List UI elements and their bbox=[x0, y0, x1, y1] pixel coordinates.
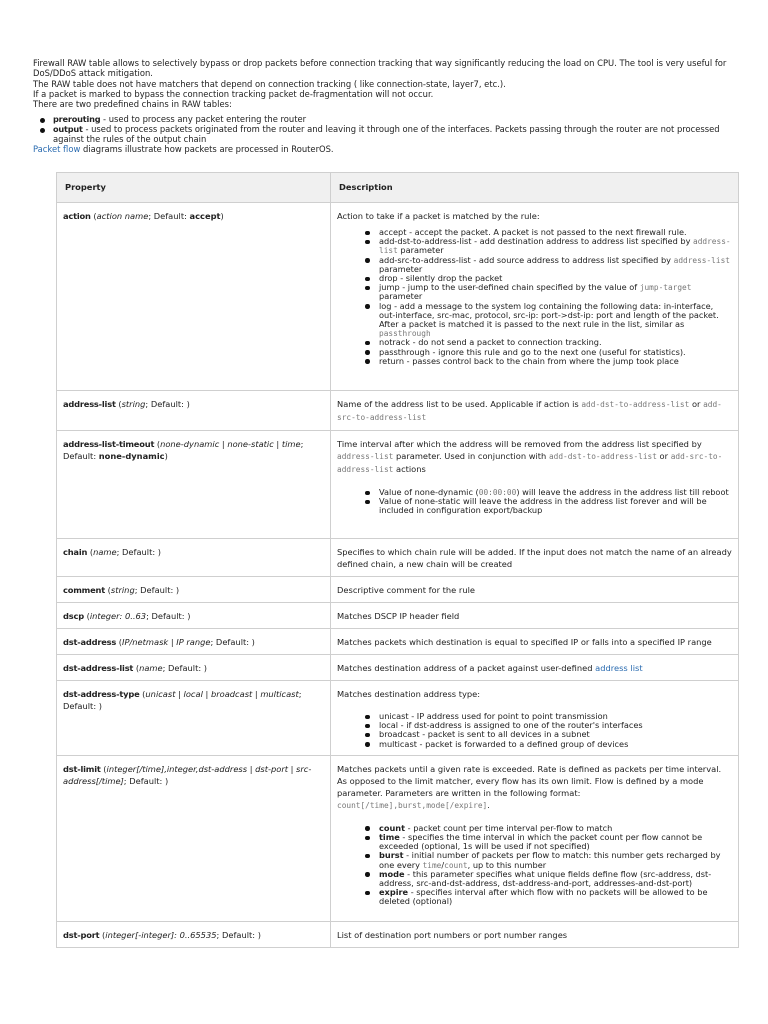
description-cell: Matches destination address type: unicast - IP address used for point to point transmission local - if dst-address is assigned to one of the router's interfaces broadcast - packet is sent to all devices in a subnet multicast - packet is forwarded to a defined group of devices bbox=[331, 681, 739, 756]
property-default: accept bbox=[189, 211, 221, 221]
list-item: multicast - packet is forwarded to a defined group of devices bbox=[337, 740, 732, 749]
description-cell: Name of the address list to be used. Applicable if action is add-dst-to-address-list or add-src-to-address-list bbox=[331, 391, 739, 431]
property-type: IP/netmask | IP range bbox=[122, 637, 211, 647]
list-item: notrack - do not send a packet to connection tracking. bbox=[337, 338, 732, 347]
property-type: integer[/time],integer,dst-address | dst-port | src-address[/time] bbox=[63, 763, 312, 786]
chain-item-output bbox=[33, 125, 738, 144]
list-item: accept - accept the packet. A packet is not passed to the next firewall rule. bbox=[337, 228, 732, 237]
property-type: unicast | local | broadcast | multicast bbox=[145, 689, 299, 699]
property-cell: dst-address (IP/netmask | IP range; Default: ) bbox=[57, 629, 331, 655]
property-name: comment bbox=[63, 585, 106, 595]
table-row bbox=[57, 391, 739, 431]
list-item: passthrough - ignore this rule and go to the next one (useful for statistics). bbox=[337, 348, 732, 357]
property-cell: comment (string; Default: ) bbox=[57, 577, 331, 603]
table-row bbox=[57, 577, 739, 603]
list-item: unicast - IP address used for point to point transmission bbox=[337, 712, 732, 721]
property-type: name bbox=[139, 663, 163, 673]
property-name: address-list bbox=[63, 399, 116, 409]
property-cell: dst-port (integer[-integer]: 0..65535; Default: ) bbox=[57, 921, 331, 947]
list-item: add-src-to-address-list - add source address to address list specified by address-list parameter bbox=[337, 256, 732, 274]
packet-flow-text: diagrams illustrate how packets are processed in RouterOS. bbox=[80, 144, 334, 155]
description-cell: Time interval after which the address will be removed from the address list specified by address-list parameter. Used in conjunction with add-dst-to-address-list or add-src-to-address-list actions Value of none-dynamic (00:00:00) will leave the address in the address list till reboot Value of none-static will leave the address in the address list forever and will be included in configuration export/backup bbox=[331, 431, 739, 539]
action-options-list bbox=[337, 228, 732, 366]
property-name: dst-address-list bbox=[63, 663, 134, 673]
chain-list bbox=[33, 115, 738, 144]
property-name: dst-port bbox=[63, 929, 100, 940]
packet-flow-paragraph bbox=[33, 144, 738, 154]
intro-section bbox=[33, 58, 738, 155]
header-property: Property bbox=[57, 173, 331, 203]
list-item: jump - jump to the user-defined chain specified by the value of jump-target parameter bbox=[337, 283, 732, 301]
property-name: address-list-timeout bbox=[63, 439, 155, 449]
property-cell: address-list (string; Default: ) bbox=[57, 391, 331, 431]
list-item: add-dst-to-address-list - add destination address to address list specified by address-list parameter bbox=[337, 237, 732, 255]
description-cell: Matches packets which destination is equal to specified IP or falls into a specified IP range bbox=[331, 629, 739, 655]
timeout-options-list bbox=[337, 488, 732, 516]
intro-paragraph-4: There are two predefined chains in RAW tables: bbox=[33, 99, 232, 110]
property-type: integer: 0..63 bbox=[89, 611, 147, 621]
description-cell: Matches DSCP IP header field bbox=[331, 603, 739, 629]
property-name: dst-address-type bbox=[63, 689, 140, 699]
chain-name: prerouting bbox=[53, 114, 101, 125]
intro-paragraph-2: The RAW table does not have matchers that depend on connection tracking ( like connection-state, layer7, etc.). bbox=[33, 78, 506, 89]
table-row bbox=[57, 921, 739, 947]
table-row bbox=[57, 539, 739, 577]
intro-paragraph-1: Firewall RAW table allows to selectively bypass or drop packets before connection tracking that way significantly reducing the load on CPU. The tool is very useful for DoS/DDoS attack mitigation. bbox=[33, 58, 727, 79]
chain-desc: - used to process any packet entering the router bbox=[100, 114, 307, 125]
list-item: expire - specifies interval after which flow with no packets will be allowed to be deleted (optional) bbox=[337, 888, 732, 906]
description-cell: Descriptive comment for the rule bbox=[331, 577, 739, 603]
table-row bbox=[57, 655, 739, 681]
property-name: chain bbox=[63, 547, 88, 557]
property-name: action bbox=[63, 211, 91, 221]
chain-name: output bbox=[53, 124, 83, 135]
list-item: Value of none-static will leave the address in the address list forever and will be included in configuration export/backup bbox=[337, 497, 732, 515]
address-type-options-list bbox=[337, 712, 732, 749]
property-type: string bbox=[110, 585, 135, 595]
property-cell: action (action name; Default: accept) bbox=[57, 203, 331, 391]
property-type: action name bbox=[96, 211, 149, 221]
property-name: dst-address bbox=[63, 637, 117, 647]
property-cell: dst-address-list (name; Default: ) bbox=[57, 655, 331, 681]
packet-flow-link[interactable]: Packet flow bbox=[33, 144, 81, 155]
table-row bbox=[57, 431, 739, 539]
list-item: log - add a message to the system log containing the following data: in-interface, out-interface, src-mac, protocol, src-ip: port->dst-ip: port and length of the packet. After a packet is matched it is passed to the next rule in the list, similar as passthrough bbox=[337, 302, 732, 339]
description-cell: Matches packets until a given rate is exceeded. Rate is defined as packets per time interval. As opposed to the limit matcher, every flow has its own limit. Flow is defined by a mode parameter. Parameters are written in the following format: count[/time],burst,mode[/expire]. count - packet count per time interval per-flow to match time - specifies the time interval in which the packet count per flow cannot be exceeded (optional, 1s will be used if not specified) burst - initial number of packets per flow to match: this number gets recharged by one every time/count, up to this number mode - this parameter specifies what unique fields define flow (src-address, dst-address, src-and-dst-address, dst-address-and-port, addresses-and-dst-port) expire - specifies interval after which flow with no packets will be allowed to be deleted (optional) bbox=[331, 755, 739, 921]
list-item: local - if dst-address is assigned to one of the router's interfaces bbox=[337, 721, 732, 730]
list-item: drop - silently drop the packet bbox=[337, 274, 732, 283]
property-type: none-dynamic | none-static | time bbox=[160, 439, 301, 449]
dst-limit-options-list bbox=[337, 824, 732, 907]
table-row bbox=[57, 681, 739, 756]
header-description: Description bbox=[331, 173, 739, 203]
description-cell: Matches destination address of a packet against user-defined address list bbox=[331, 655, 739, 681]
property-default: none-dynamic bbox=[98, 451, 165, 461]
property-cell: dscp (integer: 0..63; Default: ) bbox=[57, 603, 331, 629]
table-row bbox=[57, 755, 739, 921]
chain-desc: - used to process packets originated from the router and leaving it through one of the interfaces. Packets passing through the router are not processed against the rules of the output chain bbox=[53, 124, 720, 144]
list-item: burst - initial number of packets per flow to match: this number gets recharged by one every time/count, up to this number bbox=[337, 851, 732, 869]
list-item: count - packet count per time interval per-flow to match bbox=[337, 824, 732, 833]
property-cell: chain (name; Default: ) bbox=[57, 539, 331, 577]
property-name: dscp bbox=[63, 611, 84, 621]
list-item: Value of none-dynamic (00:00:00) will leave the address in the address list till reboot bbox=[337, 488, 732, 497]
property-type: string bbox=[121, 399, 146, 409]
list-item: return - passes control back to the chain from where the jump took place bbox=[337, 357, 732, 366]
property-cell: dst-limit (integer[/time],integer,dst-address | dst-port | src-address[/time]; Default: ) bbox=[57, 755, 331, 921]
list-item: time - specifies the time interval in which the packet count per flow cannot be exceeded (optional, 1s will be used if not specified) bbox=[337, 833, 732, 851]
properties-table bbox=[56, 172, 739, 948]
list-item: broadcast - packet is sent to all devices in a subnet bbox=[337, 730, 732, 739]
description-text: Action to take if a packet is matched by the rule: bbox=[337, 211, 540, 221]
description-cell: List of destination port numbers or port number ranges bbox=[331, 921, 739, 947]
table-header-row bbox=[57, 173, 739, 203]
property-type: integer[-integer]: 0..65535 bbox=[105, 929, 217, 940]
table-row bbox=[57, 603, 739, 629]
description-cell: Specifies to which chain rule will be added. If the input does not match the name of an already defined chain, a new chain will be created bbox=[331, 539, 739, 577]
property-name: dst-limit bbox=[63, 763, 101, 774]
property-cell: dst-address-type (unicast | local | broadcast | multicast; Default: ) bbox=[57, 681, 331, 756]
table-row bbox=[57, 203, 739, 391]
description-cell bbox=[331, 203, 739, 391]
table-row bbox=[57, 629, 739, 655]
property-cell: address-list-timeout (none-dynamic | none-static | time; Default: none-dynamic) bbox=[57, 431, 331, 539]
intro-paragraph-3: If a packet is marked to bypass the connection tracking packet de-fragmentation will not occur. bbox=[33, 88, 434, 99]
list-item: mode - this parameter specifies what unique fields define flow (src-address, dst-address, src-and-dst-address, dst-address-and-port, addresses-and-dst-port) bbox=[337, 870, 732, 888]
property-type: name bbox=[93, 547, 117, 557]
address-list-link[interactable]: address list bbox=[595, 663, 643, 673]
